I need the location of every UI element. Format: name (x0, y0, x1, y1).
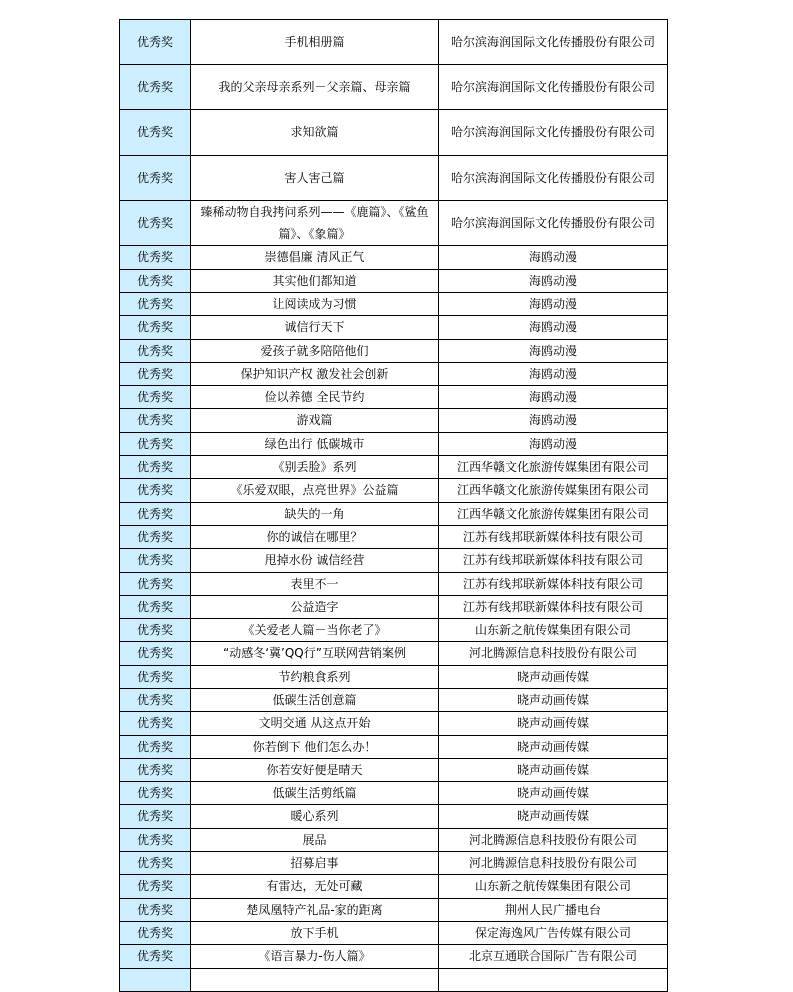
table-row (120, 409, 668, 432)
work-title-cell: 臻稀动物自我拷问系列——《鹿篇》、《鲨鱼篇》、《象篇》 (191, 200, 439, 246)
organization-cell: 哈尔滨海润国际文化传播股份有限公司 (439, 20, 668, 65)
work-title-cell: 游戏篇 (191, 409, 439, 432)
award-list-table (119, 19, 668, 992)
work-title-cell: 低碳生活剪纸篇 (191, 782, 439, 805)
award-level-cell: 优秀奖 (120, 572, 191, 595)
organization-cell: 江苏有线邦联新媒体科技有限公司 (439, 572, 668, 595)
table-row (120, 619, 668, 642)
organization-cell (439, 968, 668, 991)
table-row (120, 968, 668, 991)
table-row (120, 549, 668, 572)
organization-cell: 江苏有线邦联新媒体科技有限公司 (439, 549, 668, 572)
table-row (120, 595, 668, 618)
table-row (120, 269, 668, 292)
organization-cell: 海鸥动漫 (439, 339, 668, 362)
table-row (120, 20, 668, 65)
table-row (120, 921, 668, 944)
organization-cell: 江苏有线邦联新媒体科技有限公司 (439, 525, 668, 548)
organization-cell: 海鸥动漫 (439, 409, 668, 432)
work-title-cell: 有雷达，无处可藏 (191, 875, 439, 898)
table-row (120, 65, 668, 110)
organization-cell: 晓声动画传媒 (439, 805, 668, 828)
table-row (120, 642, 668, 665)
organization-cell: 晓声动画传媒 (439, 688, 668, 711)
organization-cell: 江苏有线邦联新媒体科技有限公司 (439, 595, 668, 618)
award-list-body (120, 20, 668, 992)
table-row (120, 246, 668, 269)
award-level-cell: 优秀奖 (120, 525, 191, 548)
work-title-cell: 其实他们都知道 (191, 269, 439, 292)
work-title-cell: 我的父亲母亲系列－父亲篇、母亲篇 (191, 65, 439, 110)
table-row (120, 758, 668, 781)
award-level-cell: 优秀奖 (120, 549, 191, 572)
organization-cell: 晓声动画传媒 (439, 665, 668, 688)
award-level-cell: 优秀奖 (120, 595, 191, 618)
award-level-cell: 优秀奖 (120, 665, 191, 688)
work-title-cell: 低碳生活创意篇 (191, 688, 439, 711)
work-title-cell: 《别丢脸》系列 (191, 456, 439, 479)
organization-cell: 海鸥动漫 (439, 246, 668, 269)
award-level-cell: 优秀奖 (120, 945, 191, 968)
table-row (120, 945, 668, 968)
table-row (120, 502, 668, 525)
award-level-cell: 优秀奖 (120, 735, 191, 758)
organization-cell: 海鸥动漫 (439, 432, 668, 455)
organization-cell: 哈尔滨海润国际文化传播股份有限公司 (439, 110, 668, 155)
work-title-cell: 缺失的一角 (191, 502, 439, 525)
award-level-cell: 优秀奖 (120, 432, 191, 455)
table-row (120, 572, 668, 595)
table-row (120, 852, 668, 875)
table-row (120, 362, 668, 385)
organization-cell: 海鸥动漫 (439, 316, 668, 339)
work-title-cell: 手机相册篇 (191, 20, 439, 65)
award-level-cell: 优秀奖 (120, 110, 191, 155)
work-title-cell: 节约粮食系列 (191, 665, 439, 688)
award-level-cell: 优秀奖 (120, 200, 191, 246)
work-title-cell: 你的诚信在哪里？ (191, 525, 439, 548)
award-level-cell: 优秀奖 (120, 20, 191, 65)
organization-cell: 晓声动画传媒 (439, 782, 668, 805)
organization-cell: 晓声动画传媒 (439, 735, 668, 758)
work-title-cell: 甩掉水份 诚信经营 (191, 549, 439, 572)
table-row (120, 386, 668, 409)
work-title-cell: 爱孩子就多陪陪他们 (191, 339, 439, 362)
table-row (120, 735, 668, 758)
table-row (120, 525, 668, 548)
table-row (120, 316, 668, 339)
award-level-cell: 优秀奖 (120, 502, 191, 525)
award-level-cell: 优秀奖 (120, 479, 191, 502)
work-title-cell (191, 968, 439, 991)
work-title-cell: 公益造字 (191, 595, 439, 618)
award-level-cell: 优秀奖 (120, 292, 191, 315)
award-level-cell: 优秀奖 (120, 921, 191, 944)
organization-cell: 河北腾源信息科技股份有限公司 (439, 642, 668, 665)
work-title-cell: 害人害己篇 (191, 155, 439, 200)
organization-cell: 山东新之航传媒集团有限公司 (439, 875, 668, 898)
work-title-cell: 让阅读成为习惯 (191, 292, 439, 315)
work-title-cell: 你若倒下 他们怎么办！ (191, 735, 439, 758)
work-title-cell: 《关爱老人篇－当你老了》 (191, 619, 439, 642)
award-level-cell: 优秀奖 (120, 362, 191, 385)
work-title-cell: 求知欲篇 (191, 110, 439, 155)
award-level-cell: 优秀奖 (120, 409, 191, 432)
work-title-cell: 放下手机 (191, 921, 439, 944)
work-title-cell: 俭以养德 全民节约 (191, 386, 439, 409)
table-row (120, 805, 668, 828)
table-row (120, 688, 668, 711)
organization-cell: 河北腾源信息科技股份有限公司 (439, 828, 668, 851)
work-title-cell: 《乐爱双眼，点亮世界》公益篇 (191, 479, 439, 502)
organization-cell: 哈尔滨海润国际文化传播股份有限公司 (439, 65, 668, 110)
award-level-cell: 优秀奖 (120, 456, 191, 479)
organization-cell: 海鸥动漫 (439, 292, 668, 315)
organization-cell: 江西华赣文化旅游传媒集团有限公司 (439, 479, 668, 502)
organization-cell: 晓声动画传媒 (439, 758, 668, 781)
organization-cell: 山东新之航传媒集团有限公司 (439, 619, 668, 642)
award-level-cell: 优秀奖 (120, 642, 191, 665)
work-title-cell: “动感冬‘冀’QQ行”互联网营销案例 (191, 642, 439, 665)
work-title-cell: 文明交通 从这点开始 (191, 712, 439, 735)
table-row (120, 898, 668, 921)
award-level-cell: 优秀奖 (120, 805, 191, 828)
award-level-cell: 优秀奖 (120, 875, 191, 898)
organization-cell: 海鸥动漫 (439, 362, 668, 385)
award-level-cell: 优秀奖 (120, 782, 191, 805)
award-level-cell: 优秀奖 (120, 712, 191, 735)
award-level-cell: 优秀奖 (120, 65, 191, 110)
table-row (120, 479, 668, 502)
organization-cell: 河北腾源信息科技股份有限公司 (439, 852, 668, 875)
organization-cell: 海鸥动漫 (439, 269, 668, 292)
organization-cell: 荆州人民广播电台 (439, 898, 668, 921)
award-level-cell (120, 968, 191, 991)
work-title-cell: 楚凤凰特产礼品-家的距离 (191, 898, 439, 921)
award-level-cell: 优秀奖 (120, 269, 191, 292)
work-title-cell: 绿色出行 低碳城市 (191, 432, 439, 455)
work-title-cell: 暖心系列 (191, 805, 439, 828)
award-level-cell: 优秀奖 (120, 828, 191, 851)
award-level-cell: 优秀奖 (120, 386, 191, 409)
organization-cell: 保定海逸风广告传媒有限公司 (439, 921, 668, 944)
table-row (120, 110, 668, 155)
award-level-cell: 优秀奖 (120, 852, 191, 875)
work-title-cell: 你若安好便是晴天 (191, 758, 439, 781)
organization-cell: 江西华赣文化旅游传媒集团有限公司 (439, 456, 668, 479)
table-row (120, 155, 668, 200)
award-level-cell: 优秀奖 (120, 688, 191, 711)
organization-cell: 哈尔滨海润国际文化传播股份有限公司 (439, 200, 668, 246)
award-level-cell: 优秀奖 (120, 246, 191, 269)
table-row (120, 432, 668, 455)
work-title-cell: 崇德倡廉 清风正气 (191, 246, 439, 269)
table-row (120, 200, 668, 246)
table-row (120, 782, 668, 805)
work-title-cell: 保护知识产权 激发社会创新 (191, 362, 439, 385)
organization-cell: 哈尔滨海润国际文化传播股份有限公司 (439, 155, 668, 200)
table-row (120, 828, 668, 851)
award-level-cell: 优秀奖 (120, 339, 191, 362)
organization-cell: 江西华赣文化旅游传媒集团有限公司 (439, 502, 668, 525)
award-level-cell: 优秀奖 (120, 155, 191, 200)
table-row (120, 665, 668, 688)
award-level-cell: 优秀奖 (120, 758, 191, 781)
work-title-cell: 招募启事 (191, 852, 439, 875)
award-level-cell: 优秀奖 (120, 898, 191, 921)
table-row (120, 339, 668, 362)
award-level-cell: 优秀奖 (120, 619, 191, 642)
table-row (120, 456, 668, 479)
organization-cell: 海鸥动漫 (439, 386, 668, 409)
organization-cell: 北京互通联合国际广告有限公司 (439, 945, 668, 968)
work-title-cell: 诚信行天下 (191, 316, 439, 339)
award-level-cell: 优秀奖 (120, 316, 191, 339)
table-row (120, 292, 668, 315)
table-row (120, 712, 668, 735)
organization-cell: 晓声动画传媒 (439, 712, 668, 735)
work-title-cell: 表里不一 (191, 572, 439, 595)
work-title-cell: 《语言暴力-伤人篇》 (191, 945, 439, 968)
work-title-cell: 展品 (191, 828, 439, 851)
table-row (120, 875, 668, 898)
